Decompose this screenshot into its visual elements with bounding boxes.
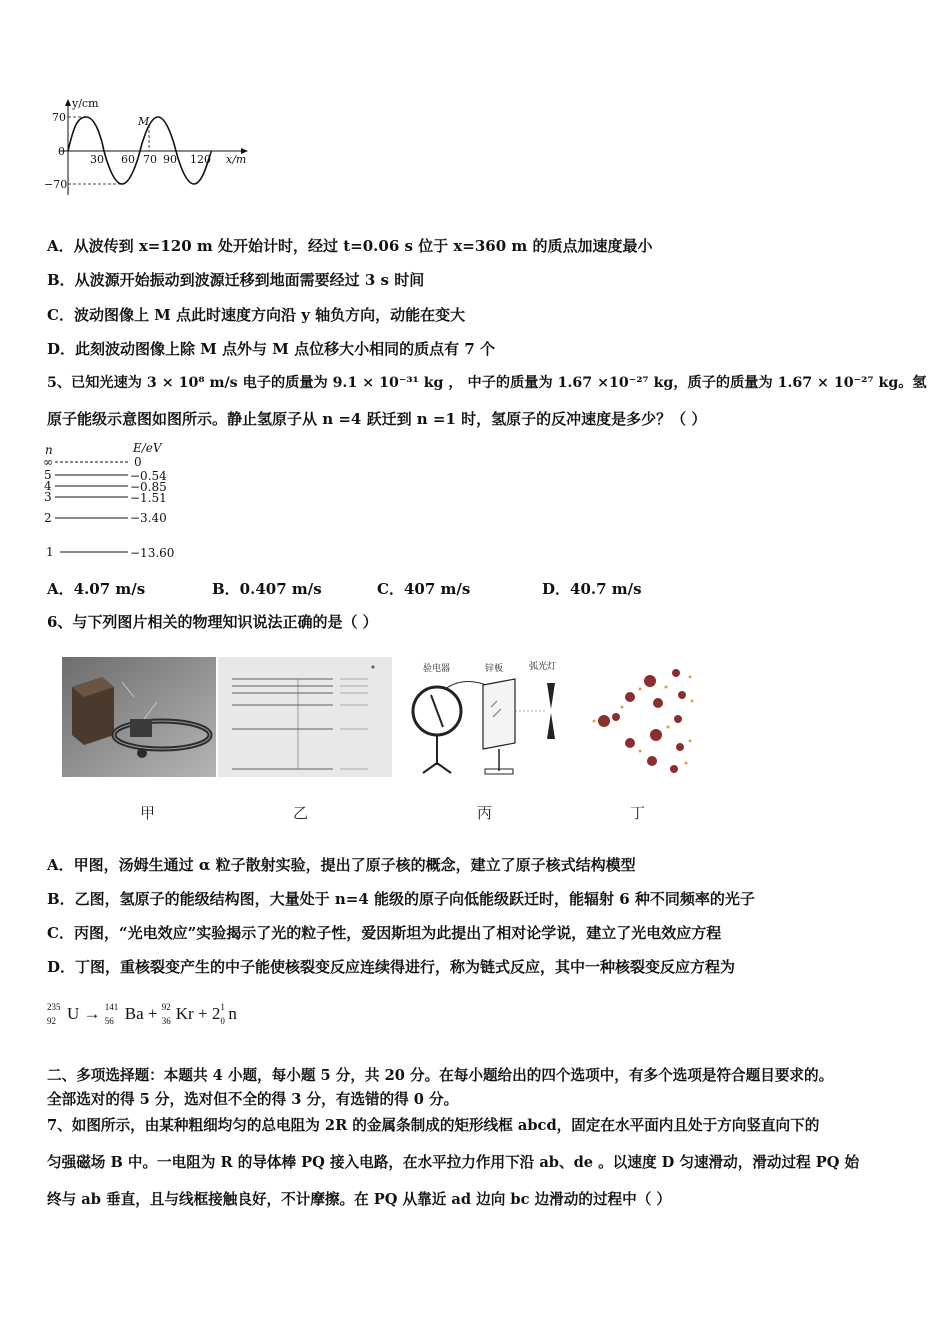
- wave-x-tick-60: 60: [121, 153, 135, 166]
- q5-option-d[interactable]: D．40.7 m/s: [542, 580, 642, 598]
- q5-option-b[interactable]: B．0.407 m/s: [212, 580, 322, 598]
- level-5-n: 5: [44, 468, 52, 482]
- caption-yi: 乙: [293, 804, 309, 822]
- q4-option-a[interactable]: A．从波传到 x=120 m 处开始计时，经过 t=0.06 s 位于 x=360 m 的质点加速度最小: [47, 237, 653, 255]
- level-2-n: 2: [44, 511, 52, 525]
- q5-option-c[interactable]: C．407 m/s: [377, 580, 471, 598]
- q6-option-d[interactable]: D．丁图，重核裂变产生的中子能使核裂变反应连续得进行，称为链式反应，其中一种核裂变反应方程为: [47, 958, 736, 976]
- q7-stem-line3: 终与 ab 垂直，且与线框接触良好，不计摩擦。在 PQ 从靠近 ad 边向 bc 边滑动的过程中（ ）: [47, 1191, 672, 1208]
- caption-jia: 甲: [140, 804, 156, 822]
- level-4-e: −0.85: [130, 480, 167, 494]
- q5-stem-line1: 5、已知光速为 3 × 10⁸ m/s 电子的质量为 9.1 × 10⁻³¹ kg ， 中子的质量为 1.67 ×10⁻²⁷ kg，质子的质量为 1.67 × 10⁻²⁷ kg。氢: [47, 375, 927, 391]
- level-3-e: −1.51: [130, 491, 167, 505]
- q6-option-c[interactable]: C．丙图，“光电效应”实验揭示了光的粒子性，爱因斯坦为此提出了相对论学说，建立了光电效应方程: [47, 924, 722, 942]
- level-4-n: 4: [44, 479, 52, 493]
- section2-heading-line1: 二、多项选择题：本题共 4 小题，每小题 5 分，共 20 分。在每小题给出的四个选项中，有多个选项是符合题目要求的。: [47, 1067, 834, 1084]
- e-header: E/eV: [133, 441, 162, 455]
- q5-stem-line2: 原子能级示意图如图所示。静止氢原子从 n =4 跃迁到 n =1 时，氢原子的反冲速度是多少？（ ）: [47, 410, 707, 428]
- label-arc-lamp: 弧光灯: [529, 662, 557, 672]
- caption-bing: 丙: [477, 804, 493, 822]
- q4-option-d[interactable]: D．此刻波动图像上除 M 点外与 M 点位移大小相同的质点有 7 个: [47, 340, 495, 358]
- wave-y-axis-label: y/cm: [72, 97, 99, 110]
- label-zinc-plate: 锌板: [485, 664, 504, 674]
- wave-point-m: M: [138, 115, 150, 128]
- wave-x-tick-70: 70: [143, 153, 157, 166]
- fission-equation: 235 92 U → 141 56 Ba + 92 36 Kr + 2 1 0 n: [47, 1002, 237, 1026]
- level-1-n: 1: [46, 545, 54, 559]
- q7-stem-line2: 匀强磁场 B 中。一电阻为 R 的导体棒 PQ 接入电路，在水平拉力作用下沿 ab、de 。以速度 D 匀速滑动，滑动过程 PQ 始: [47, 1154, 860, 1171]
- wave-x-tick-90: 90: [163, 153, 177, 166]
- level-3-n: 3: [44, 490, 52, 504]
- label-electroscope: 验电器: [423, 664, 451, 674]
- q7-stem-line1: 7、如图所示，由某种粗细均匀的总电阻为 2R 的金属条制成的矩形线框 abcd，固定在水平面内且处于方向竖直向下的: [47, 1117, 820, 1134]
- q4-option-c[interactable]: C．波动图像上 M 点此时速度方向沿 y 轴负方向，动能在变大: [47, 306, 466, 324]
- wave-y-tick-top: 70: [52, 111, 66, 124]
- photo-alpha-scattering: [62, 657, 216, 777]
- level-1-e: −13.60: [130, 546, 175, 560]
- q4-option-b[interactable]: B．从波源开始振动到波源迁移到地面需要经过 3 s 时间: [47, 271, 425, 289]
- level-inf-n: ∞: [43, 455, 53, 469]
- n-header: n: [45, 443, 53, 457]
- section2-heading-line2: 全部选对的得 5 分，选对但不全的得 3 分，有选错的得 0 分。: [47, 1091, 459, 1108]
- level-5-e: −0.54: [130, 469, 167, 483]
- q6-option-b[interactable]: B．乙图，氢原子的能级结构图，大量处于 n=4 能级的原子向低能级跃迁时，能辐射 6 种不同频率的光子: [47, 890, 755, 908]
- wave-x-axis-label: x/m: [226, 153, 247, 166]
- wave-y-tick-zero: 0: [58, 145, 65, 158]
- level-2-e: −3.40: [130, 511, 167, 525]
- level-inf-e: 0: [134, 455, 142, 469]
- q6-option-a[interactable]: A．甲图，汤姆生通过 α 粒子散射实验，提出了原子核的概念，建立了原子核式结构模型: [47, 856, 636, 874]
- photo-photoelectric: [405, 657, 577, 781]
- q5-option-a[interactable]: A．4.07 m/s: [47, 580, 146, 598]
- wave-graph: [40, 95, 260, 205]
- wave-x-tick-30: 30: [90, 153, 104, 166]
- q6-stem: 6、与下列图片相关的物理知识说法正确的是（ ）: [47, 613, 378, 631]
- photo-energy-levels: [218, 657, 392, 777]
- caption-ding: 丁: [630, 804, 646, 822]
- wave-y-tick-bottom: −70: [44, 178, 68, 191]
- photo-chain-reaction: [574, 657, 704, 781]
- wave-x-tick-120: 120: [190, 153, 211, 166]
- energy-level-diagram: [40, 438, 200, 568]
